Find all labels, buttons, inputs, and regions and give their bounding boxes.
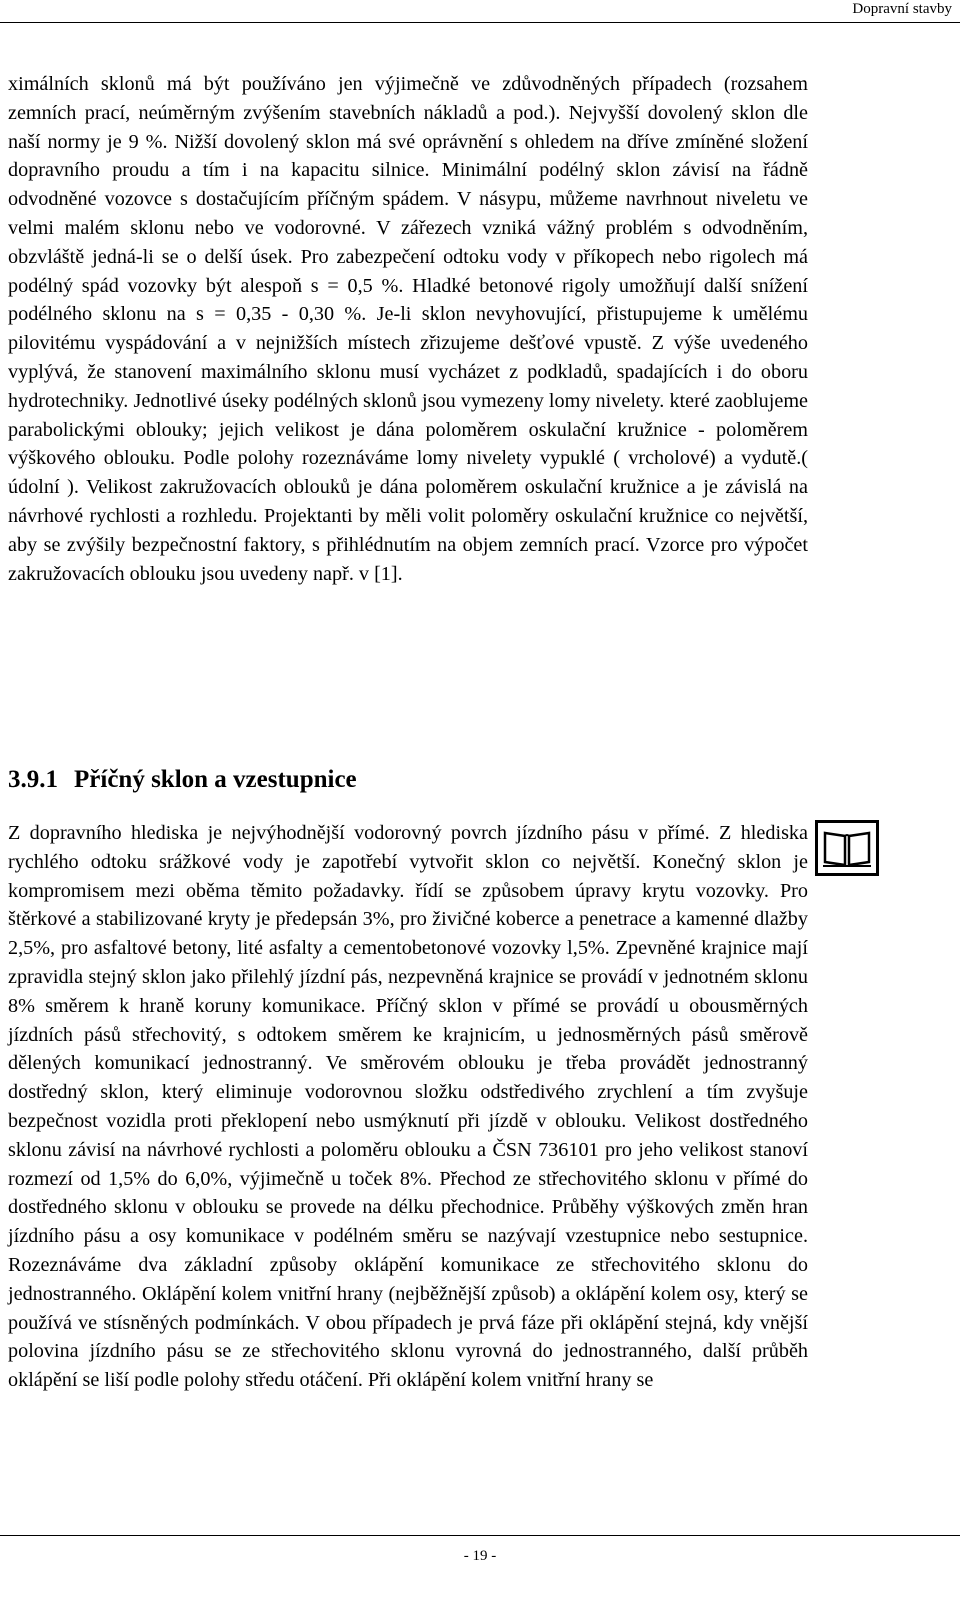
footer-divider	[0, 1535, 960, 1536]
running-title: Dopravní stavby	[852, 1, 952, 17]
section-number: 3.9.1	[8, 766, 58, 793]
section-heading	[8, 764, 357, 796]
body-paragraph-cross-slope: Z dopravního hlediska je nejvýhodnější vodorovný povrch jízdního pásu v přímé. Z hlediska rychlého odtoku srážkové vody je zapotřebí vytvořit sklon co největší. Konečný sklon je kompromisem mezi oběma těmito požadavky. řídí se způsobem úpravy krytu vozovky. Pro štěrkové a stabilizované kryty je předepsán 3%, pro živičné koberce a penetrace a kamenné dlažby 2,5%, pro asfaltové betony, lité asfalty a cementobetonové vozovky l,5%. Zpevněné krajnice mají zpravidla stejný sklon jako přilehlý jízdní pás, nezpevněná krajnice se provádí v jednotném sklonu 8% směrem k hraně koruny komunikace. Příčný sklon v přímé se provádí u obousměrných jízdních pásů střechovitý, s odtokem směrem ke krajnicím, u jednosměrných pásů směrově dělených komunikací jednostranný. Ve směrovém oblouku je třeba provádět jednostranný dostředný sklon, který eliminuje vodorovnou složku odstředivého zrychlení a tím zvyšuje bezpečnost vozidla proti překlopení nebo usmýknutí při jízdě v oblouku. Velikost dostředného sklonu závisí na návrhové rychlosti a poloměru oblouku a ČSN 736101 pro jeho velikost stanoví rozmezí od 1,5% do 6,0%, výjimečně u toček 8%. Přechod ze střechovitého sklonu v přímé do dostředného sklonu v oblouku se provede na délku přechodnice. Průběhy výškových změn hran jízdního pásu a osy komunikace v podélném směru se nazývají vzestupnice nebo sestupnice. Rozeznáváme dva základní způsoby oklápění komunikace ze střechovitého sklonu do jednostranného. Oklápění kolem vnitřní hrany (nejběžnější způsob) a oklápění kolem osy, který se používá ve stísněných podmínkách. V obou případech je prvá fáze při oklápění stejná, kdy vnější polovina jízdního pásu se ze střechovitého sklonu vyrovná do jednostranného, další průběh oklápění se liší podle polohy středu otáčení. Při oklápění kolem vnitřní hrany se	[8, 822, 808, 1392]
header-divider	[0, 22, 960, 23]
body-paragraph-longitudinal-slope: ximálních sklonů má být používáno jen výjimečně ve zdůvodněných případech (rozsahem zemních prací, neúměrným zvýšením stavebních nákladů a pod.). Nejvyšší dovolený sklon dle naší normy je 9 %. Nižší dovolený sklon má své oprávnění s ohledem na dříve zmíněné složení dopravního proudu a tím i na kapacitu silnice. Minimální podélný sklon závisí na řádně odvodněné vozovce s dostačujícím příčným spádem. V násypu, můžeme navrhnout niveletu ve velmi malém sklonu nebo ve vodorovné. V zářezech vzniká vážný problém s odvodněním, obzvláště jedná-li se o delší úsek. Pro zabezpečení odtoku vody v příkopech nebo rigolech má podélný spád vozovky být alespoň s = 0,5 %. Hladké betonové rigoly umožňují další snížení podélného sklonu na s = 0,35 - 0,30 %. Je-li sklon nevyhovující, přistupujeme k umělému pilovitému vyspádování a v nejnižších místech zřizujeme dešťové vpustě. Z výše uvedeného vyplývá, že stanovení maximálního sklonu musí vycházet z podkladů, spadajících i do oboru hydrotechniky. Jednotlivé úseky podélných sklonů jsou vymezeny lomy nivelety. které zaoblujeme parabolickými oblouky; jejich velikost je dána poloměrem oskulační kružnice - poloměrem výškového oblouku. Podle polohy rozeznáváme lomy nivelety vypuklé ( vrcholové) a vydutě.( údolní ). Velikost zakružovacích oblouků je dána poloměrem oskulační kružnice a je závislá na návrhové rychlosti a rozhledu. Projektanti by měli volit poloměry oskulační kružnice co největší, aby se zvýšily bezpečnostní faktory, s přihlédnutím na objem zemních prací. Vzorce pro výpočet zakružovacích oblouku jsou uvedeny např. v [1].	[8, 73, 808, 585]
open-book-icon	[815, 820, 879, 876]
section-title: Příčný sklon a vzestupnice	[74, 766, 357, 793]
page-number: - 19 -	[463, 1548, 497, 1564]
